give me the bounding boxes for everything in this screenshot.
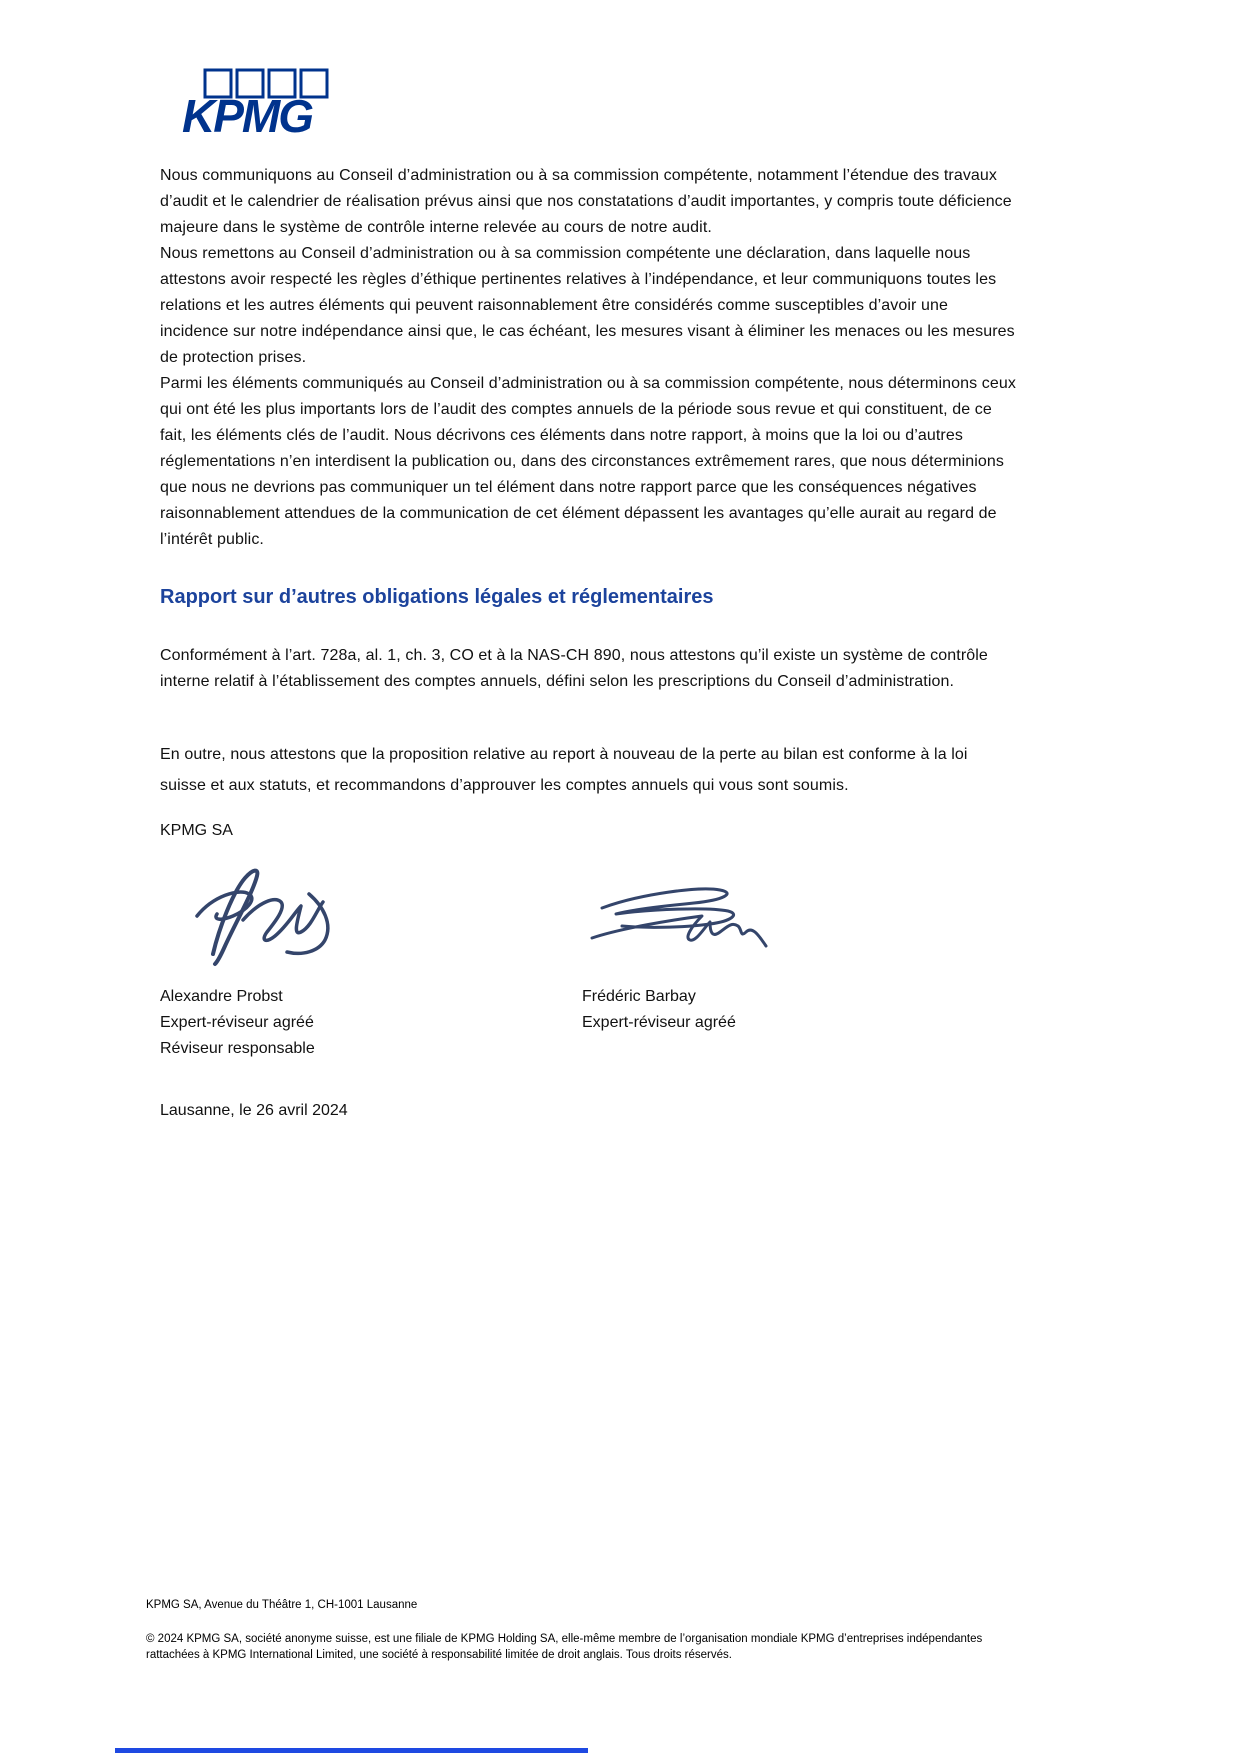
kpmg-logo <box>180 68 330 143</box>
section-heading-other-legal-obligations: Rapport sur d’autres obligations légales et réglementaires <box>160 586 714 608</box>
bottom-accent-bar <box>115 1748 588 1753</box>
signer-right <box>582 984 736 1036</box>
company-name: KPMG SA <box>160 822 233 839</box>
signer-left <box>160 984 315 1062</box>
paragraph-internal-control-system: Conformément à l’art. 728a, al. 1, ch. 3, CO et à la NAS-CH 890, nous attestons qu’il existe un système de contrôle interne relatif à l’établissement des comptes annuels, défini selon les prescriptions du Conseil d’administration. <box>160 647 988 690</box>
place-date-line: Lausanne, le 26 avril 2024 <box>160 1102 348 1119</box>
footer-copyright-line2: rattachées à KPMG International Limited, une société à responsabilité limitée de droit anglais. Tous droits réservés. <box>146 1648 732 1661</box>
signer-right-name: Frédéric Barbay <box>582 988 696 1005</box>
kpmg-logo-text: KPMG <box>182 90 312 138</box>
signer-left-title1: Expert-réviseur agréé <box>160 1014 314 1031</box>
footer-address: KPMG SA, Avenue du Théâtre 1, CH-1001 Lausanne <box>146 1599 418 1611</box>
signature-frederic-barbay <box>582 882 777 962</box>
signature-ink-left <box>183 858 358 973</box>
signature-ink-right <box>582 882 777 957</box>
signer-left-name: Alexandre Probst <box>160 988 283 1005</box>
signer-left-title2: Réviseur responsable <box>160 1040 315 1057</box>
signer-right-title1: Expert-réviseur agréé <box>582 1014 736 1031</box>
footer-copyright-line1: © 2024 KPMG SA, société anonyme suisse, est une filiale de KPMG Holding SA, elle-même membre de l’organisation mondiale KPMG d’entreprises indépendantes <box>146 1633 983 1645</box>
paragraph-recommendation-approval: En outre, nous attestons que la proposition relative au report à nouveau de la perte au bilan est conforme à la loi suisse et aux statuts, et recommandons d’approuver les comptes annuels qui vous sont soumis. <box>160 746 968 794</box>
footer-copyright <box>146 1632 1066 1663</box>
signature-alexandre-probst <box>183 858 358 978</box>
paragraph-independence-declaration: Nous remettons au Conseil d’administration ou à sa commission compétente une déclaration, dans laquelle nous attestons avoir respecté les règles d’éthique pertinentes relatives à l’indépendance, et leur communiquons toutes les relations et les autres éléments qui peuvent raisonnablement être considérés comme susceptibles d’avoir une incidence sur notre indépendance ainsi que, le cas échéant, les mesures visant à éliminer les menaces ou les mesures de protection prises. <box>160 245 1015 366</box>
kpmg-logo-icon <box>180 68 330 138</box>
paragraph-key-audit-matters: Parmi les éléments communiqués au Conseil d’administration ou à sa commission compétente, nous déterminons ceux qui ont été les plus importants lors de l’audit des comptes annuels de la période sous revue et qui constituent, de ce fait, les éléments clés de l’audit. Nous décrivons ces éléments dans notre rapport, à moins que la loi ou d’autres réglementations n’en interdisent la publication ou, dans des circonstances extrêmement rares, que nous déterminions que nous ne devrions pas communiquer un tel élément dans notre rapport parce que les conséquences négatives raisonnablement attendues de la communication de cet élément dépassent les avantages qu’elle aurait au regard de l’intérêt public. <box>160 375 1016 548</box>
paragraph-communication-scope: Nous communiquons au Conseil d’administration ou à sa commission compétente, notamment l’étendue des travaux d’audit et le calendrier de réalisation prévus ainsi que nos constatations d’audit importantes, y compris toute déficience majeure dans le système de contrôle interne relevée au cours de notre audit. <box>160 167 1012 236</box>
